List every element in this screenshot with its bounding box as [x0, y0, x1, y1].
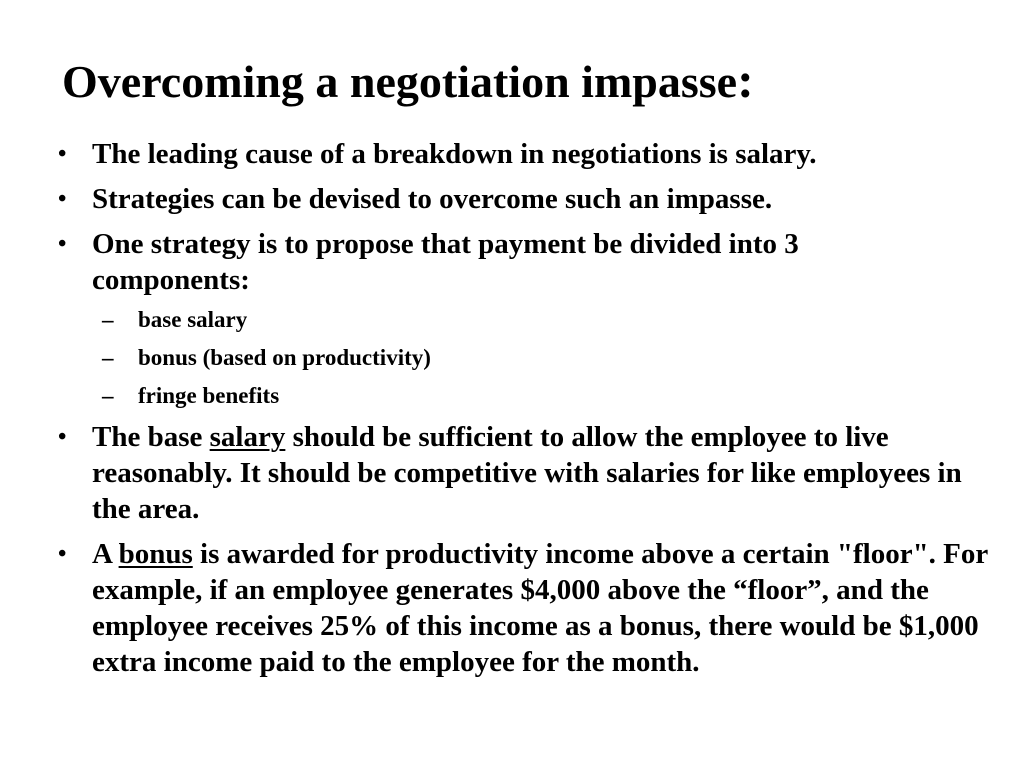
bullet-marker: •: [58, 141, 67, 167]
bullet-text: One strategy is to propose that payment be divided into 3 components:: [92, 228, 799, 296]
bullet-text-prefix: A: [92, 538, 119, 570]
sub-bullet-item: [58, 343, 988, 372]
sub-bullet-item: [58, 305, 988, 334]
bullet-item: [58, 226, 988, 298]
salary-emphasis: salary: [209, 421, 286, 453]
sub-bullet-text: base salary: [138, 307, 248, 332]
bullet-item: [58, 181, 988, 217]
sub-bullet-marker: –: [102, 383, 114, 408]
bullet-item: [58, 536, 988, 680]
sub-bullet-marker: –: [102, 345, 114, 370]
bullet-item: [58, 136, 988, 172]
sub-bullet-marker: –: [102, 307, 114, 332]
bullet-text: Strategies can be devised to overcome such an impasse.: [92, 183, 773, 215]
sub-bullet-item: [58, 381, 988, 410]
bullet-item: [58, 419, 988, 527]
bullet-marker: •: [58, 424, 67, 450]
bullet-text-prefix: The base: [92, 421, 210, 453]
bullet-marker: •: [58, 186, 67, 212]
bullet-text-suffix: should be sufficient to allow the employee to live reasonably. It should be competitive with salaries for like employees in the area.: [92, 421, 962, 525]
bullet-text: [92, 421, 962, 525]
slide-title-text: Overcoming a negotiation impasse: [62, 56, 738, 107]
bullet-list: [58, 136, 988, 689]
bullet-text: [92, 538, 988, 678]
slide-title-colon: :: [737, 52, 754, 108]
sub-bullet-text: fringe benefits: [138, 383, 280, 408]
bonus-emphasis: bonus: [118, 538, 193, 570]
sub-bullet-list: [58, 305, 988, 410]
bullet-marker: •: [58, 231, 67, 257]
bullet-text: The leading cause of a breakdown in negotiations is salary.: [92, 138, 817, 170]
bullet-text-suffix: is awarded for productivity income above a certain "floor". For example, if an employee generates $4,000 above the “floor”, and the employee receives 25% of this income as a bonus, there would be $1,000 extra income paid to the employee for the month.: [92, 538, 988, 678]
slide-title: [62, 52, 754, 110]
bullet-marker: •: [58, 541, 67, 567]
sub-bullet-text: bonus (based on productivity): [138, 345, 431, 370]
